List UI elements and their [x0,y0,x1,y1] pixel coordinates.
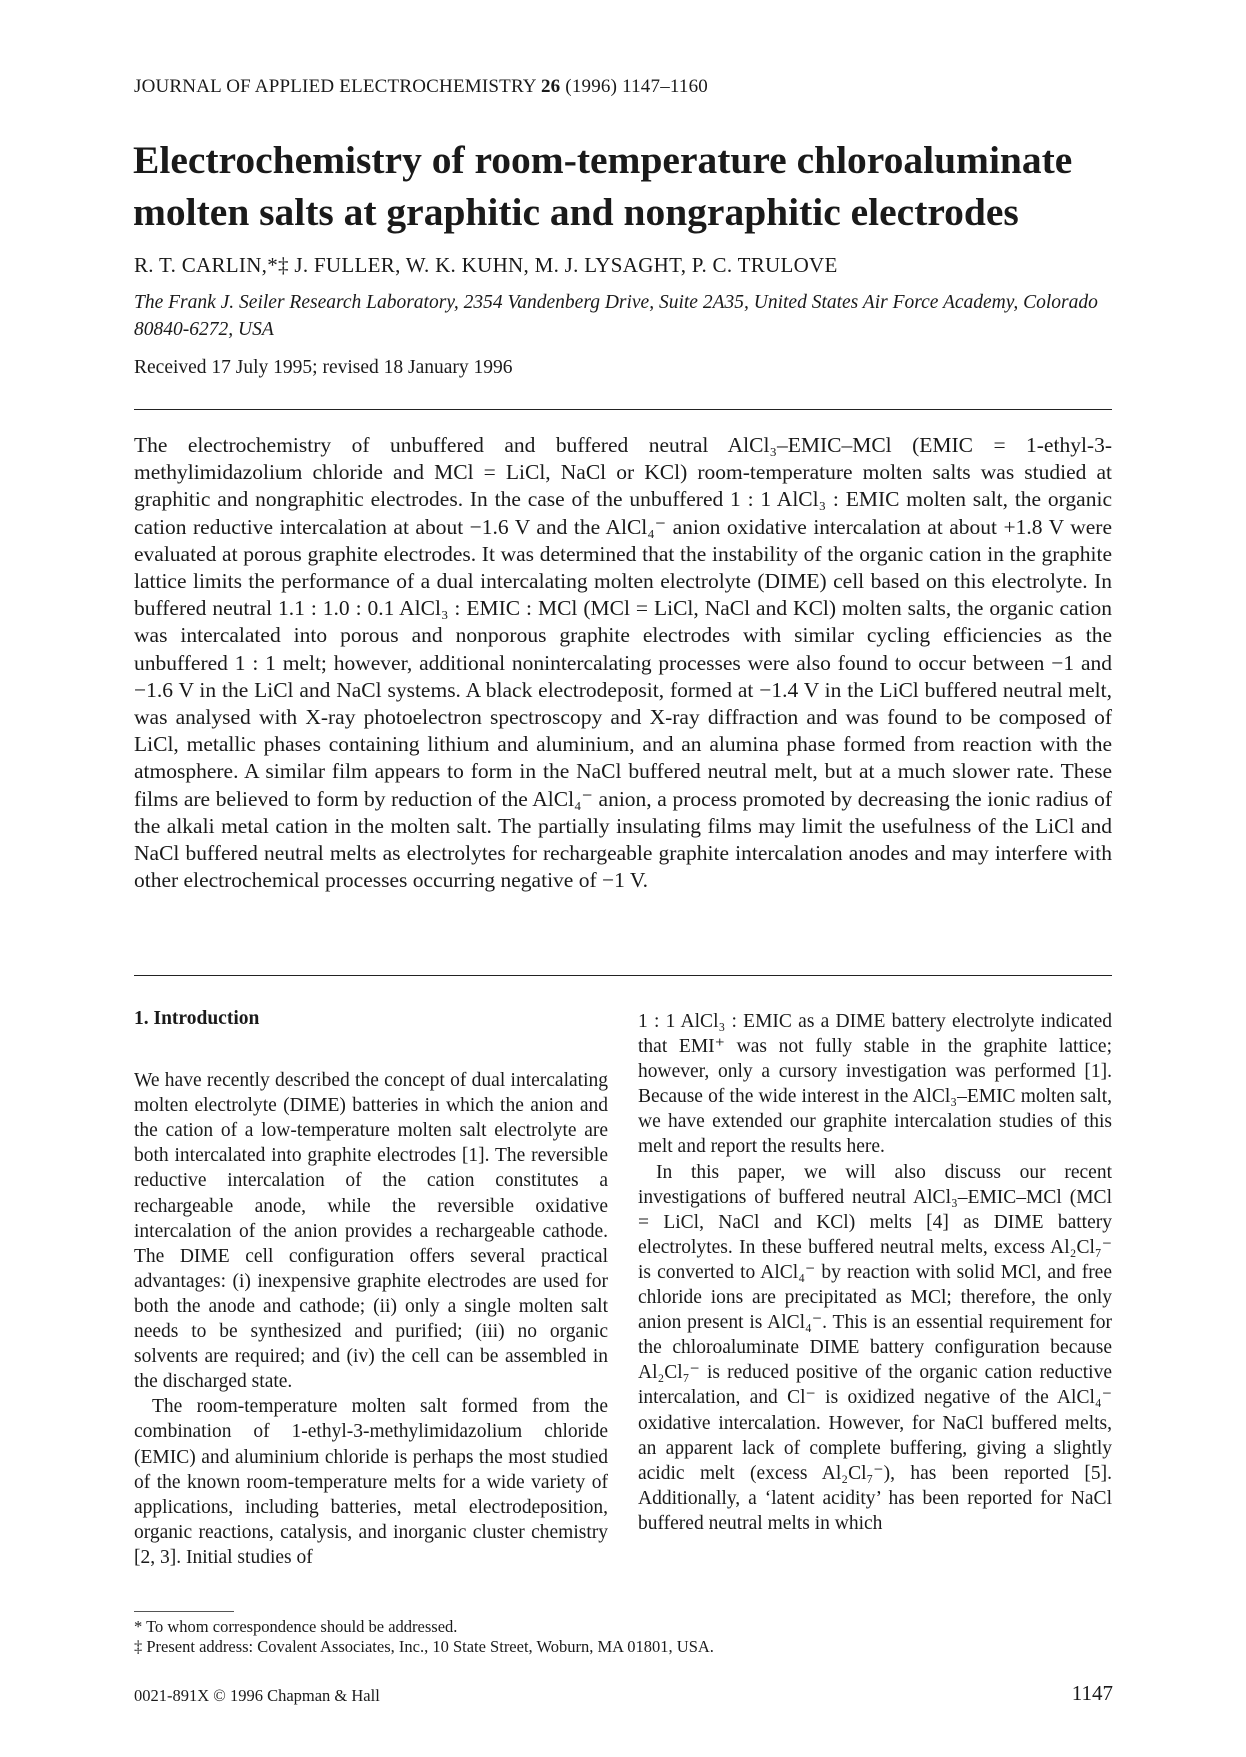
footnote-present-address: ‡ Present address: Covalent Associates, Inc., 10 State Street, Woburn, MA 01801, USA. [134,1637,714,1656]
journal-volume: 26 [540,76,561,97]
body-paragraph: In this paper, we will also discuss our recent investigations of buffered neutral AlCl₃–EMIC–MCl (MCl = LiCl, NaCl and KCl) melts [4] as DIME battery electrolytes. In these buffered neutral melts, excess Al₂Cl₇⁻ is converted to AlCl₄⁻ by reaction with solid MCl, and free chloride ions are precipitated as MCl; therefore, the only anion present is AlCl₄⁻. This is an essential requirement for the chloroaluminate DIME battery configuration because Al₂Cl₇⁻ is reduced positive of the organic cation reductive intercalation, and Cl⁻ is oxidized negative of the AlCl₄⁻ oxidative intercalation. However, for NaCl buffered melts, an apparent lack of complete buffering, giving a slightly acidic melt (excess Al₂Cl₇⁻), has been reported [5]. Additionally, a ‘latent acidity’ has been reported for NaCl buffered neutral melts in which [638,1161,1112,1534]
abstract-bottom-rule [134,975,1112,976]
abstract-top-rule [134,409,1112,410]
body-paragraph: We have recently described the concept of dual intercalating molten electrolyte (DIME) batteries in which the anion and the cation of a low-temperature molten salt electrolyte are both intercalated into graphite electrodes [1]. The reversible reductive intercalation of the cation constitutes a rechargeable anode, while the reversible oxidative intercalation of the anion provides a rechargeable cathode. The DIME cell configuration offers several practical advantages: (i) inexpensive graphite electrodes are used for both the anode and cathode; (ii) only a single molten salt needs to be synthesized and purified; (iii) no organic solvents are required; and (iv) the cell can be assembled in the discharged state. [134,1070,608,1393]
footnote-rule [134,1611,234,1612]
journal-header [134,76,708,98]
abstract: The electrochemistry of unbuffered and buffered neutral AlCl₃–EMIC–MCl (EMIC = 1-ethyl-3-methylimidazolium chloride and MCl = LiCl, NaCl or KCl) room-temperature molten salts was studied at graphitic and nongraphitic electrodes. In the case of the unbuffered 1 : 1 AlCl₃ : EMIC molten salt, the organic cation reductive intercalation at about −1.6 V and the AlCl₄⁻ anion oxidative intercalation at about +1.8 V were evaluated at porous graphite electrodes. It was determined that the instability of the organic cation in the graphite lattice limits the performance of a dual intercalating molten electrolyte (DIME) cell based on this electrolyte. In buffered neutral 1.1 : 1.0 : 0.1 AlCl₃ : EMIC : MCl (MCl = LiCl, NaCl and KCl) molten salts, the organic cation was intercalated into porous and nonporous graphite electrodes with similar cycling efficiencies as the unbuffered 1 : 1 melt; however, additional nonintercalating processes were also found to occur between −1 and −1.6 V in the LiCl and NaCl systems. A black electrodeposit, formed at −1.4 V in the LiCl buffered neutral melt, was analysed with X-ray photoelectron spectroscopy and X-ray diffraction and was found to be composed of LiCl, metallic phases containing lithium and aluminium, and an alumina phase formed from reaction with the atmosphere. A similar film appears to form in the NaCl buffered neutral melt, but at a much slower rate. These films are believed to form by reduction of the AlCl₄⁻ anion, a process promoted by decreasing the ionic radius of the alkali metal cation in the molten salt. The partially insulating films may limit the usefulness of the LiCl and NaCl buffered neutral melts as electrolytes for rechargeable graphite intercalation anodes and may interfere with other electrochemical processes occurring negative of −1 V. [134,433,1112,893]
section-heading: 1. Introduction [134,1008,260,1029]
footnotes [134,1617,714,1657]
left-column [134,1006,608,1570]
issn-copyright: 0021-891X © 1996 Chapman & Hall [134,1686,380,1705]
author-affiliation: The Frank J. Seiler Research Laboratory, 2354 Vandenberg Drive, Suite 2A35, United States Air Force Academy, Colorado 80840-6272, USA [134,292,1098,340]
page-number: 1147 [1071,1681,1113,1705]
article-title: Electrochemistry of room-temperature chloroaluminate molten salts at graphitic and nongraphitic electrodes [133,138,1073,234]
right-column [638,1009,1112,1536]
received-dates: Received 17 July 1995; revised 18 January 1996 [134,357,513,378]
author-list: R. T. CARLIN,*‡ J. FULLER, W. K. KUHN, M. J. LYSAGHT, P. C. TRULOVE [134,253,838,277]
body-paragraph: 1 : 1 AlCl₃ : EMIC as a DIME battery electrolyte indicated that EMI⁺ was not fully stable in the graphite lattice; however, only a cursory investigation was performed [1]. Because of the wide interest in the AlCl₃–EMIC molten salt, we have extended our graphite intercalation studies of this melt and report the results here. [638,1011,1112,1158]
journal-year-pages: (1996) 1147–1160 [565,76,708,97]
footnote-correspondence: * To whom correspondence should be addressed. [134,1617,458,1636]
journal-name: JOURNAL OF APPLIED ELECTROCHEMISTRY [134,76,536,97]
body-paragraph: The room-temperature molten salt formed from the combination of 1-ethyl-3-methylimidazolium chloride (EMIC) and aluminium chloride is perhaps the most studied of the known room-temperature melts for a wide variety of applications, including batteries, metal electrodeposition, organic reactions, catalysis, and inorganic cluster chemistry [2, 3]. Initial studies of [134,1396,608,1568]
